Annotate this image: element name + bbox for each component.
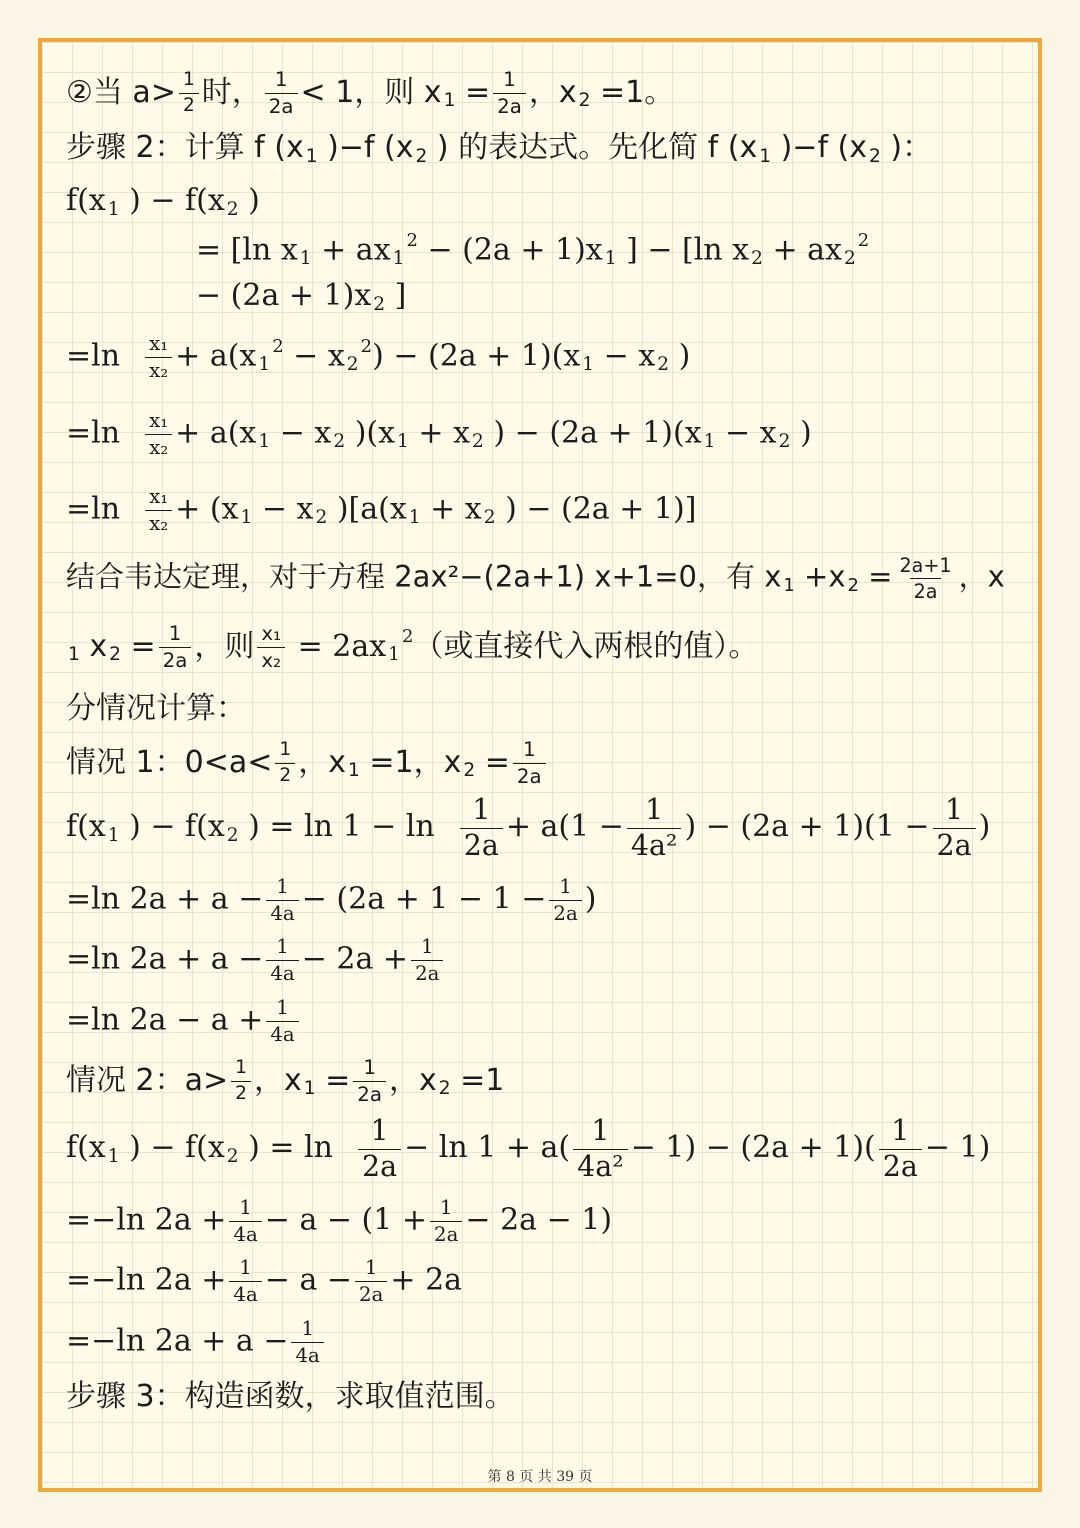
equation-line: =ln $\frac{\text{x₁}}{\text{x₂}}$ + a(x $_1$ − x $_2$ )(x $_1$ + x $_2$ ) − (2a + 1)(x $_1$ − x $_2$ ) xyxy=(66,409,812,459)
equation-line: − (2a + 1)x $_2$ ] xyxy=(196,278,407,315)
equation-line: f(x $_1$ ) − f(x $_2$ ) = ln $\frac{1}{2a}$ − ln 1 + a( $\frac{1}{\text{4a²}}$ − 1) − (2a + 1)( $\frac{1}{2a}$ − 1) xyxy=(66,1114,991,1183)
vieta-line: 结合韦达定理，对于方程 2ax²−(2a+1) x+1=0，有 x $_1$ +x $_2$ = $\frac{2a+1}{2a}$ ，x xyxy=(66,554,1005,604)
fraction: $\frac{1}{4a}$ xyxy=(266,998,298,1045)
vieta-line-continued: $_1$ x $_2$ = $\frac{1}{2a}$ ，则 $\frac{\text{x₁}}{\text{x₂}}$ = 2ax $_1^2$（或直接代入两根的值）。 xyxy=(68,622,759,672)
fraction: $\frac{1}{2a}$ xyxy=(265,70,298,117)
cases-heading: 分情况计算： xyxy=(66,691,246,726)
fraction: $\frac{\text{x₁}}{\text{x₂}}$ xyxy=(145,334,172,381)
fraction: $\frac{1}{4a}$ xyxy=(266,877,298,924)
fraction: $\frac{1}{2a}$ xyxy=(460,796,503,860)
fraction: $\frac{1}{2a}$ xyxy=(430,1198,462,1245)
equation-line: =ln $\frac{\text{x₁}}{\text{x₂}}$ + a(x $_1^2$ − x $_2^2$) − (2a + 1)(x $_1$ − x $_2$ ) xyxy=(66,332,691,382)
fraction: $\frac{1}{4a}$ xyxy=(229,1198,261,1245)
fraction: $\frac{1}{2}$ xyxy=(231,1059,251,1103)
equation-line: =ln 2a + a − $\frac{1}{4a}$ − 2a + $\frac{1}{2a}$ xyxy=(66,937,446,984)
fraction: $\frac{\text{x₁}}{\text{x₂}}$ xyxy=(145,411,172,458)
fraction: $\frac{1}{4a}$ xyxy=(266,937,298,984)
fraction: $\frac{1}{2a}$ xyxy=(159,624,192,671)
equation-line: =ln 2a − a + $\frac{1}{4a}$ xyxy=(66,998,302,1045)
step3-heading: 步骤 3：构造函数，求取值范围。 xyxy=(66,1379,515,1414)
fraction: $\frac{1}{2a}$ xyxy=(549,877,581,924)
fraction: $\frac{1}{\text{4a²}}$ xyxy=(627,796,682,860)
fraction: $\frac{1}{2a}$ xyxy=(358,1117,401,1181)
equation-line: =ln $\frac{\text{x₁}}{\text{x₂}}$ + (x $_1$ − x $_2$ )[a(x $_1$ + x $_2$ ) − (2a + 1)] xyxy=(66,485,697,535)
equation-line: f(x $_1$ ) − f(x $_2$ ) xyxy=(66,183,260,220)
case1-heading: 情况 1：0<a< $\frac{1}{2}$ ，x $_1$ =1，x $_2$ = $\frac{1}{2a}$ xyxy=(66,740,549,787)
equation-line: =−ln 2a + $\frac{1}{4a}$ − a − (1 + $\frac{1}{2a}$ − 2a − 1) xyxy=(66,1196,613,1246)
equation-line: =ln 2a + a − $\frac{1}{4a}$ − (2a + 1 − 1 − $\frac{1}{2a}$ ) xyxy=(66,875,597,925)
fraction: $\frac{1}{2a}$ xyxy=(411,937,443,984)
fraction: $\frac{1}{4a}$ xyxy=(291,1319,323,1366)
fraction: $\frac{\text{x₁}}{\text{x₂}}$ xyxy=(145,487,172,534)
equation-line: =−ln 2a + $\frac{1}{4a}$ − a − $\frac{1}{2a}$ + 2a xyxy=(66,1256,463,1306)
case2-heading: 情况 2：a> $\frac{1}{2}$ ，x $_1$ = $\frac{1}{2a}$ ，x $_2$ =1 xyxy=(66,1056,505,1106)
equation-line: =−ln 2a + a − $\frac{1}{4a}$ xyxy=(66,1319,327,1366)
equation-line: = [ln x $_1$ + ax $_1^2$ − (2a + 1)x $_1$ ] − [ln x $_2$ + ax $_2^2$ xyxy=(196,230,870,270)
fraction: $\frac{\text{x₁}}{\text{x₂}}$ xyxy=(257,624,285,671)
fraction: $\frac{1}{2a}$ xyxy=(353,1058,386,1105)
fraction: $\frac{1}{2a}$ xyxy=(355,1258,387,1305)
fraction: $\frac{1}{\text{4a²}}$ xyxy=(573,1117,628,1181)
fraction: $\frac{1}{2}$ xyxy=(179,71,199,115)
equation-line: f(x $_1$ ) − f(x $_2$ ) = ln 1 − ln $\frac{1}{2a}$ + a(1 − $\frac{1}{\text{4a²}}$ ) − (2a + 1)(1 − $\frac{1}{2a}$ ) xyxy=(66,793,991,862)
fraction: $\frac{1}{2}$ xyxy=(275,741,295,785)
fraction: $\frac{1}{2a}$ xyxy=(933,796,976,860)
fraction: $\frac{2a+1}{2a}$ xyxy=(899,554,952,604)
fraction: $\frac{1}{4a}$ xyxy=(229,1258,261,1305)
step2-heading: 步骤 2：计算 f (x $_1$ )−f (x $_2$ ) 的表达式。先化简 f (x $_1$ )−f (x $_2$ )： xyxy=(66,130,933,167)
fraction: $\frac{1}{2a}$ xyxy=(879,1117,922,1181)
page-footer: 第 8 页 共 39 页 xyxy=(487,1469,593,1485)
fraction: $\frac{1}{2a}$ xyxy=(493,70,526,117)
fraction: $\frac{1}{2a}$ xyxy=(513,740,546,787)
case-line-intro: ②当 a> $\frac{1}{2}$ 时， $\frac{1}{2a}$ < 1，则 x $_1$ = $\frac{1}{2a}$ ，x $_2$ =1。 xyxy=(66,68,675,118)
